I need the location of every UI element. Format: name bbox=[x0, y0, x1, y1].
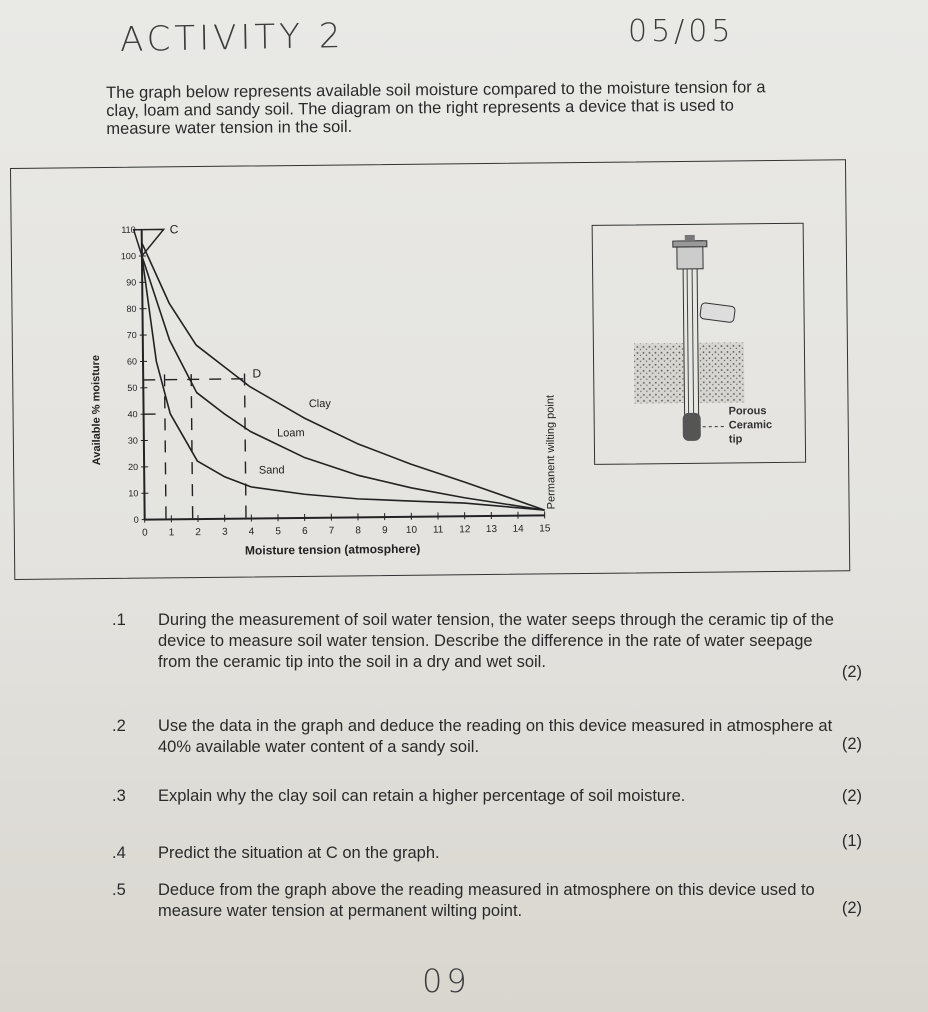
curve-sand bbox=[142, 252, 545, 514]
guide-vertical bbox=[244, 374, 246, 519]
tensiometer-icon bbox=[593, 224, 805, 464]
question-5 bbox=[112, 880, 862, 922]
y-tick-label: 100 bbox=[120, 251, 136, 262]
y-axis-label: Available % moisture bbox=[89, 354, 104, 466]
curve-loam bbox=[142, 252, 545, 514]
question-number: .5 bbox=[112, 881, 126, 899]
question-text: Use the data in the graph and deduce the reading on this device measured in atmosphere at 40% available water content of a sandy soil. bbox=[158, 717, 833, 756]
x-axis bbox=[145, 515, 545, 519]
x-tick-label: 7 bbox=[328, 525, 335, 537]
x-tick-label: 2 bbox=[195, 527, 201, 539]
y-tick-label: 30 bbox=[127, 435, 138, 446]
tip-label: tip bbox=[728, 433, 743, 446]
x-tick-label: 5 bbox=[275, 526, 281, 538]
x-tick-label: 11 bbox=[432, 524, 444, 536]
activity-title: ACTIVITY 2 bbox=[119, 16, 345, 60]
curve-clay bbox=[142, 239, 545, 515]
x-tick-label: 12 bbox=[459, 524, 471, 536]
question-marks: (1) bbox=[841, 832, 862, 850]
question-text: During the measurement of soil water tension, the water seeps through the ceramic tip of the device to measure soil water tension. Describe the difference in the rate of water seepage from the ceramic tip into the soil in a dry and wet soil. bbox=[158, 611, 834, 671]
y-tick-label: 20 bbox=[128, 461, 139, 473]
x-tick-label: 1 bbox=[168, 527, 175, 539]
question-number: .1 bbox=[112, 611, 126, 629]
question-marks: (2) bbox=[841, 663, 862, 681]
question-text: Explain why the clay soil can retain a higher percentage of soil moisture. bbox=[158, 787, 686, 805]
x-tick-label: 14 bbox=[512, 523, 524, 535]
y-tick-label: 70 bbox=[126, 330, 137, 341]
x-tick-label: 8 bbox=[355, 525, 361, 537]
x-tick-label: 4 bbox=[248, 526, 255, 538]
intro-paragraph: The graph below represents available soil moisture compared to the moisture tension for a clay, loam and sandy soil. The diagram on the right represents a device that is used to measure water tension in the soil. bbox=[106, 78, 766, 138]
y-tick-label: 90 bbox=[126, 277, 137, 288]
guide-horizontal bbox=[143, 379, 244, 380]
x-axis-label: Moisture tension (atmosphere) bbox=[244, 541, 421, 558]
question-text: Deduce from the graph above the reading measured in atmosphere on this device used to measure water tension at permanent wilting point. bbox=[158, 881, 815, 920]
handwritten-date: 05/05 bbox=[628, 14, 735, 49]
question-number: .4 bbox=[112, 844, 126, 862]
question-text: Predict the situation at C on the graph. bbox=[158, 844, 440, 862]
y-tick-label: 40 bbox=[127, 409, 138, 420]
ceramic-label: Ceramic bbox=[728, 419, 773, 432]
question-marks: (2) bbox=[841, 787, 862, 805]
question-4 bbox=[112, 832, 862, 864]
permanent-wilting-point-label: Permanent wilting point bbox=[544, 394, 558, 510]
y-tick-label: 110 bbox=[121, 224, 136, 235]
label-clay: Clay bbox=[308, 397, 331, 411]
label-loam: Loam bbox=[277, 427, 305, 440]
x-tick-label: 3 bbox=[221, 526, 228, 538]
x-tick-label: 10 bbox=[405, 524, 418, 536]
figure-box bbox=[10, 159, 850, 580]
question-1 bbox=[112, 610, 862, 681]
y-tick-label: 0 bbox=[133, 514, 139, 525]
y-tick-label: 60 bbox=[126, 356, 138, 367]
question-number: .3 bbox=[112, 787, 126, 805]
point-c-triangle bbox=[134, 229, 164, 256]
question-marks: (2) bbox=[841, 899, 862, 917]
y-tick-label: 80 bbox=[126, 303, 137, 314]
device-diagram bbox=[592, 223, 807, 465]
x-tick-label: 9 bbox=[381, 525, 388, 537]
question-2 bbox=[112, 716, 862, 758]
y-tick-label: 50 bbox=[127, 382, 138, 393]
guide-vertical bbox=[191, 374, 193, 519]
question-marks: (2) bbox=[841, 735, 862, 753]
porous-label: Porous bbox=[728, 405, 767, 418]
label-sand: Sand bbox=[258, 464, 285, 477]
question-3 bbox=[112, 786, 862, 807]
point-d-label: D bbox=[252, 366, 262, 381]
x-tick-label: 6 bbox=[301, 525, 308, 537]
x-tick-label: 13 bbox=[485, 523, 498, 536]
handwritten-score: 09 bbox=[422, 962, 471, 1000]
question-number: .2 bbox=[112, 717, 126, 735]
y-tick-label: 10 bbox=[128, 488, 139, 499]
x-tick-label: 15 bbox=[539, 523, 551, 535]
x-tick-label: 0 bbox=[141, 527, 148, 539]
point-c-label: C bbox=[169, 222, 179, 237]
